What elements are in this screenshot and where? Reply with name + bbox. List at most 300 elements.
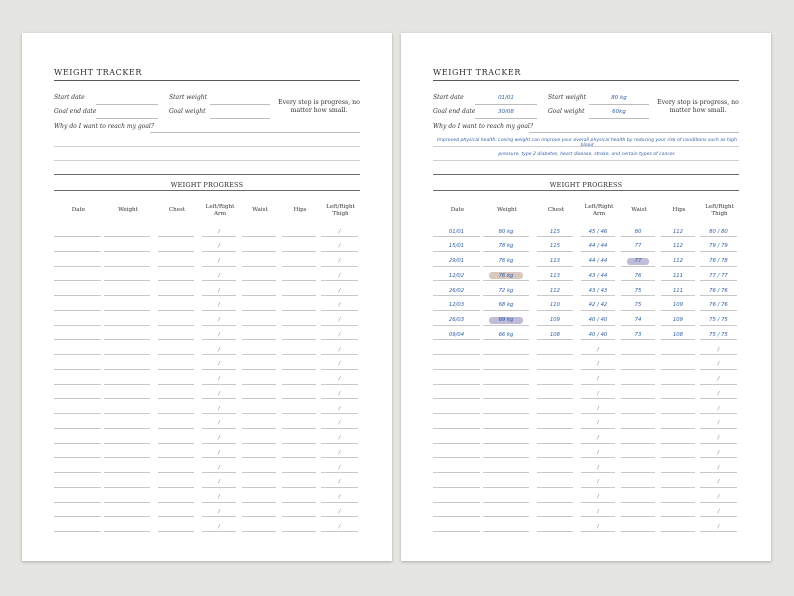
cell-underline	[661, 280, 695, 281]
cell-slash: /	[597, 361, 599, 368]
cell-underline	[621, 531, 655, 532]
cell-underline	[282, 443, 316, 444]
cell-underline	[433, 310, 480, 311]
cell-slash: /	[597, 449, 599, 456]
cell-underline	[581, 295, 615, 296]
cell-underline	[433, 457, 480, 458]
weight-progress-title: WEIGHT PROGRESS	[170, 181, 244, 189]
cell-slash: /	[597, 464, 599, 471]
cell-slash: /	[218, 302, 220, 309]
cell-underline	[158, 487, 194, 488]
cell-underline	[537, 354, 573, 355]
cell-underline	[537, 310, 573, 311]
cell-underline	[537, 236, 573, 237]
cell-underline	[321, 339, 358, 340]
cell-underline	[581, 516, 615, 517]
cell-underline	[537, 251, 573, 252]
filled-tracker-page	[401, 33, 771, 561]
cell-slash: /	[338, 317, 341, 323]
cell-slash: /	[218, 435, 220, 441]
cell-underline	[104, 502, 150, 503]
cell-underline	[54, 398, 101, 399]
start-date-value: 01/01	[498, 95, 514, 101]
cell-underline	[433, 369, 480, 370]
cell-slash: /	[218, 420, 220, 427]
cell-underline	[581, 531, 615, 532]
cell-underline	[242, 266, 276, 267]
cell-slash: /	[717, 494, 720, 500]
table-cell: 26/03	[448, 317, 465, 323]
cell-underline	[158, 428, 194, 429]
cell-slash: /	[218, 390, 220, 397]
table-cell: 79 / 79	[709, 243, 728, 250]
cell-underline	[581, 369, 615, 370]
cell-underline	[158, 325, 194, 326]
cell-underline	[661, 339, 695, 340]
cell-slash: /	[597, 390, 599, 397]
cell-underline	[700, 413, 737, 414]
goal-end-date-value: 30/08	[498, 109, 514, 115]
cell-underline	[242, 325, 276, 326]
cell-underline	[242, 251, 276, 252]
table-cell: 112	[549, 287, 561, 294]
table-cell: 77	[634, 258, 642, 264]
cell-slash: /	[717, 361, 720, 368]
cell-underline	[433, 236, 480, 237]
cell-underline	[581, 457, 615, 458]
cell-underline	[202, 516, 236, 517]
table-cell: 68 kg	[498, 302, 514, 309]
cell-underline	[621, 472, 655, 473]
table-cell: 12/03	[448, 302, 465, 309]
cell-underline	[282, 339, 316, 340]
cell-slash: /	[338, 479, 341, 486]
table-cell: 113	[549, 272, 561, 279]
title-divider	[433, 80, 739, 81]
cell-slash: /	[338, 464, 341, 471]
weight-progress-title: WEIGHT PROGRESS	[549, 181, 623, 189]
cell-underline	[661, 443, 695, 444]
cell-slash: /	[218, 228, 220, 235]
cell-slash: /	[338, 508, 341, 515]
cell-underline	[621, 487, 655, 488]
cell-underline	[483, 472, 529, 473]
cell-underline	[282, 251, 316, 252]
cell-slash: /	[338, 287, 341, 294]
cell-underline	[621, 369, 655, 370]
cell-underline	[483, 280, 529, 281]
cell-underline	[537, 339, 573, 340]
cell-underline	[700, 516, 737, 517]
cell-underline	[700, 457, 737, 458]
cell-underline	[242, 236, 276, 237]
cell-underline	[54, 369, 101, 370]
table-cell: 110	[549, 302, 561, 309]
cell-underline	[158, 251, 194, 252]
table-cell: 111	[672, 272, 684, 279]
cell-underline	[483, 251, 529, 252]
cell-underline	[483, 384, 529, 385]
cell-underline	[321, 502, 358, 503]
cell-underline	[242, 280, 276, 281]
cell-underline	[202, 502, 236, 503]
cell-slash: /	[597, 494, 599, 500]
cell-slash: /	[338, 331, 341, 338]
column-header: Chest	[168, 207, 186, 213]
cell-underline	[158, 457, 194, 458]
tracker-title: WEIGHT TRACKER	[54, 68, 142, 77]
cell-underline	[700, 428, 737, 429]
cell-slash: /	[717, 449, 720, 456]
cell-slash: /	[597, 435, 599, 441]
table-cell: 115	[549, 243, 561, 250]
cell-slash: /	[218, 346, 220, 353]
table-cell: 40 / 40	[588, 317, 608, 323]
cell-underline	[282, 236, 316, 237]
cell-slash: /	[597, 523, 599, 530]
cell-underline	[321, 266, 358, 267]
cell-underline	[661, 325, 695, 326]
table-cell: 75	[634, 302, 642, 309]
column-header: Left/Right Thigh	[705, 204, 734, 217]
cell-slash: /	[218, 449, 220, 456]
goal-line-3	[54, 160, 360, 161]
cell-underline	[581, 487, 615, 488]
cell-underline	[321, 251, 358, 252]
cell-underline	[54, 413, 101, 414]
cell-underline	[202, 295, 236, 296]
cell-underline	[321, 369, 358, 370]
cell-underline	[581, 354, 615, 355]
cell-underline	[661, 502, 695, 503]
cell-underline	[54, 295, 101, 296]
table-cell: 115	[549, 228, 561, 235]
cell-underline	[700, 251, 737, 252]
cell-underline	[321, 354, 358, 355]
table-cell: 40 / 40	[588, 331, 608, 338]
cell-underline	[158, 310, 194, 311]
cell-underline	[158, 354, 194, 355]
cell-underline	[202, 531, 236, 532]
cell-underline	[433, 280, 480, 281]
table-cell: 43 / 44	[588, 272, 608, 279]
cell-underline	[537, 472, 573, 473]
table-cell: 26/02	[448, 287, 465, 294]
cell-underline	[242, 472, 276, 473]
cell-slash: /	[717, 523, 720, 530]
goal-line-3	[433, 160, 739, 161]
cell-slash: /	[597, 479, 599, 486]
cell-underline	[483, 266, 529, 267]
cell-underline	[700, 369, 737, 370]
cell-underline	[158, 502, 194, 503]
cell-underline	[321, 325, 358, 326]
cell-underline	[242, 457, 276, 458]
start-weight-line	[210, 104, 270, 105]
cell-underline	[321, 457, 358, 458]
cell-underline	[54, 531, 101, 532]
cell-underline	[581, 443, 615, 444]
cell-underline	[282, 325, 316, 326]
cell-underline	[433, 502, 480, 503]
cell-underline	[483, 354, 529, 355]
cell-slash: /	[717, 405, 720, 412]
start-date-line	[96, 104, 158, 105]
goal-weight-label: Goal weight	[169, 108, 206, 115]
goal-weight-label: Goal weight	[548, 108, 585, 115]
cell-underline	[104, 472, 150, 473]
cell-underline	[54, 310, 101, 311]
cell-underline	[282, 413, 316, 414]
cell-underline	[282, 428, 316, 429]
cell-slash: /	[717, 479, 720, 486]
cell-underline	[321, 398, 358, 399]
cell-slash: /	[338, 243, 341, 250]
section-title-rule	[54, 190, 360, 191]
cell-slash: /	[218, 331, 220, 338]
cell-underline	[483, 516, 529, 517]
cell-underline	[433, 354, 480, 355]
cell-slash: /	[338, 302, 341, 309]
cell-underline	[158, 516, 194, 517]
goal-end-date-label: Goal end date	[433, 108, 476, 115]
cell-underline	[621, 339, 655, 340]
cell-underline	[54, 428, 101, 429]
cell-slash: /	[338, 494, 341, 500]
cell-underline	[700, 295, 737, 296]
cell-underline	[621, 384, 655, 385]
cell-underline	[581, 251, 615, 252]
blank-tracker-page	[22, 33, 392, 561]
cell-slash: /	[338, 435, 341, 441]
cell-underline	[581, 266, 615, 267]
cell-underline	[433, 443, 480, 444]
cell-underline	[104, 339, 150, 340]
cell-underline	[661, 251, 695, 252]
cell-slash: /	[338, 361, 341, 368]
cell-underline	[661, 516, 695, 517]
cell-underline	[621, 502, 655, 503]
cell-underline	[54, 266, 101, 267]
cell-underline	[158, 339, 194, 340]
cell-underline	[700, 502, 737, 503]
table-cell: 113	[549, 258, 561, 264]
cell-underline	[242, 428, 276, 429]
table-cell: 109	[549, 317, 561, 323]
cell-slash: /	[338, 346, 341, 353]
cell-underline	[621, 325, 655, 326]
cell-underline	[661, 472, 695, 473]
cell-underline	[483, 236, 529, 237]
cell-underline	[483, 428, 529, 429]
cell-underline	[202, 236, 236, 237]
cell-underline	[282, 502, 316, 503]
cell-underline	[700, 443, 737, 444]
cell-slash: /	[218, 376, 220, 382]
cell-underline	[202, 325, 236, 326]
cell-underline	[282, 472, 316, 473]
cell-underline	[621, 457, 655, 458]
cell-underline	[433, 325, 480, 326]
goal-weight-line	[589, 118, 649, 119]
cell-underline	[433, 531, 480, 532]
cell-underline	[202, 354, 236, 355]
cell-underline	[537, 413, 573, 414]
cell-underline	[54, 443, 101, 444]
cell-underline	[282, 398, 316, 399]
cell-underline	[537, 487, 573, 488]
cell-underline	[433, 339, 480, 340]
cell-slash: /	[218, 272, 220, 279]
cell-underline	[661, 369, 695, 370]
table-cell: 77 / 77	[709, 272, 728, 279]
cell-underline	[282, 280, 316, 281]
table-cell: 109	[672, 302, 684, 309]
column-header: Waist	[631, 207, 647, 213]
table-cell: 108	[549, 331, 561, 338]
goal-end-date-line	[475, 118, 537, 119]
cell-underline	[581, 502, 615, 503]
cell-underline	[54, 472, 101, 473]
cell-underline	[202, 428, 236, 429]
cell-underline	[537, 325, 573, 326]
cell-slash: /	[717, 420, 720, 427]
cell-slash: /	[717, 346, 720, 353]
tracker-title: WEIGHT TRACKER	[433, 68, 521, 77]
cell-underline	[700, 398, 737, 399]
column-header: Weight	[497, 207, 517, 213]
cell-underline	[104, 516, 150, 517]
cell-underline	[483, 398, 529, 399]
cell-underline	[104, 325, 150, 326]
table-cell: 44 / 44	[588, 243, 608, 250]
cell-underline	[104, 236, 150, 237]
cell-slash: /	[338, 405, 341, 412]
table-cell: 78 / 78	[709, 258, 728, 264]
cell-underline	[537, 295, 573, 296]
cell-underline	[581, 339, 615, 340]
cell-underline	[54, 502, 101, 503]
cell-underline	[242, 339, 276, 340]
start-weight-label: Start weight	[548, 94, 587, 101]
cell-slash: /	[717, 376, 720, 382]
column-header: Date	[450, 207, 465, 213]
cell-underline	[537, 428, 573, 429]
table-cell: 112	[672, 243, 684, 250]
table-cell: 73	[634, 331, 642, 338]
cell-underline	[242, 487, 276, 488]
cell-underline	[282, 354, 316, 355]
cell-slash: /	[218, 523, 220, 530]
start-weight-value: 80 kg	[611, 95, 627, 101]
cell-underline	[54, 236, 101, 237]
table-cell: 12/02	[448, 272, 465, 279]
cell-underline	[581, 413, 615, 414]
cell-underline	[104, 443, 150, 444]
cell-underline	[242, 369, 276, 370]
table-cell: 42 / 42	[588, 302, 608, 309]
cell-underline	[321, 472, 358, 473]
cell-underline	[202, 443, 236, 444]
cell-underline	[433, 295, 480, 296]
cell-underline	[202, 251, 236, 252]
cell-underline	[104, 428, 150, 429]
cell-underline	[483, 339, 529, 340]
cell-underline	[104, 295, 150, 296]
table-cell: 66 kg	[498, 331, 514, 338]
cell-underline	[621, 354, 655, 355]
cell-underline	[242, 398, 276, 399]
cell-underline	[104, 398, 150, 399]
cell-underline	[700, 339, 737, 340]
cell-underline	[537, 384, 573, 385]
cell-underline	[661, 236, 695, 237]
table-cell: 75 / 75	[709, 331, 728, 338]
cell-slash: /	[597, 420, 599, 427]
cell-underline	[433, 472, 480, 473]
cell-underline	[433, 413, 480, 414]
cell-slash: /	[338, 390, 341, 397]
cell-slash: /	[717, 508, 720, 515]
cell-underline	[700, 236, 737, 237]
cell-underline	[321, 295, 358, 296]
cell-underline	[321, 428, 358, 429]
table-cell: 15/01	[448, 243, 465, 250]
column-header: Left/Right Arm	[584, 204, 614, 217]
cell-underline	[158, 531, 194, 532]
cell-underline	[158, 369, 194, 370]
table-cell: 111	[672, 287, 684, 294]
cell-underline	[537, 443, 573, 444]
cell-underline	[621, 280, 655, 281]
cell-underline	[54, 384, 101, 385]
table-cell: 09/04	[448, 331, 465, 338]
cell-slash: /	[338, 523, 341, 530]
cell-underline	[104, 280, 150, 281]
cell-slash: /	[597, 376, 599, 382]
motto-text: Every step is progress, no matter how small.	[278, 99, 360, 114]
cell-underline	[202, 487, 236, 488]
cell-underline	[321, 516, 358, 517]
cell-slash: /	[218, 464, 220, 471]
table-cell: 45 / 46	[588, 228, 608, 235]
cell-underline	[158, 295, 194, 296]
cell-underline	[700, 280, 737, 281]
cell-underline	[621, 398, 655, 399]
cell-underline	[321, 236, 358, 237]
cell-underline	[202, 266, 236, 267]
cell-underline	[104, 413, 150, 414]
cell-underline	[621, 266, 655, 267]
cell-underline	[158, 266, 194, 267]
cell-underline	[581, 428, 615, 429]
start-weight-label: Start weight	[169, 94, 208, 101]
goal-text-line-1: Improved physical health: Losing weight can improve your overall physical health by reducing your risk of conditions such as high blood	[437, 138, 737, 148]
section-divider	[54, 174, 360, 175]
cell-slash: /	[338, 228, 341, 235]
cell-underline	[661, 487, 695, 488]
cell-underline	[104, 487, 150, 488]
cell-slash: /	[717, 464, 720, 471]
cell-underline	[242, 295, 276, 296]
section-divider	[433, 174, 739, 175]
why-label: Why do I want to reach my goal?	[54, 123, 155, 130]
cell-underline	[433, 487, 480, 488]
table-cell: 76 kg	[498, 272, 514, 279]
start-date-line	[475, 104, 537, 105]
cell-underline	[700, 472, 737, 473]
table-cell: 29/01	[448, 258, 465, 264]
